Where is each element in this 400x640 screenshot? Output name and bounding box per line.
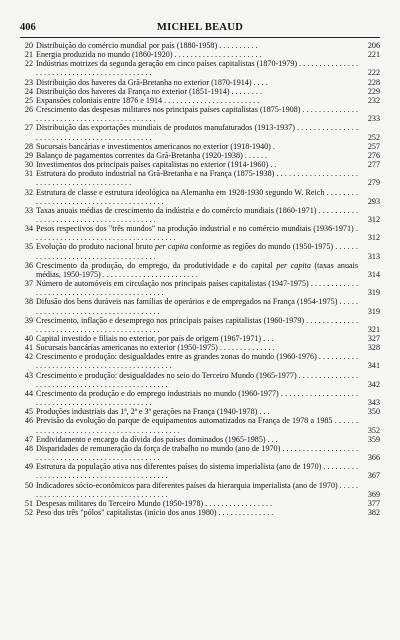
entry-page: 341 xyxy=(367,361,380,371)
entry-number: 22 xyxy=(24,59,33,69)
table-list xyxy=(20,41,380,517)
entry-number: 34 xyxy=(24,224,33,234)
entry-title: Crescimento das despesas militares nos principais países capitalistas (1875-1908) . . . . . . . . . . . . . . . . . . . . . . . . . . . . . . . . . . . . . . . . . . . . xyxy=(36,105,358,124)
page-header xyxy=(20,22,380,36)
entry-page: 319 xyxy=(367,306,380,316)
entry-page: 293 xyxy=(367,196,380,206)
entry-number: 25 xyxy=(24,95,33,105)
entry-number: 52 xyxy=(24,507,33,517)
entry-title: Despesas militares do Terceiro Mundo (1950-1978) . . . . . . . . . . . . . . . . . xyxy=(36,498,272,508)
entry-page: 328 xyxy=(367,343,380,353)
entry-title: Distribuição do comércio mundial por país (1880-1958) . . . . . . . . . . xyxy=(36,41,258,50)
entry-number: 40 xyxy=(24,334,33,343)
entry-title: Disparidades de remuneração da força de trabalho no mundo (ano de 1970) . . . . . . . . . . . . . . . . . . . . . . . . . . . . . . . . . . . . . . . . . . . . . . . . . . xyxy=(36,443,358,463)
entry-title: Pesos respectivos dos "três mundos" na produção industrial e no comércio mundiais (1936-1971) . . . . . . . . . . . . . . . . . . . . . . . . . . . . . . . . . . . . xyxy=(36,224,358,243)
entry-page: 350 xyxy=(367,407,380,417)
list-item xyxy=(20,96,380,105)
list-item xyxy=(20,279,380,297)
entry-number: 20 xyxy=(24,41,33,50)
list-item xyxy=(20,41,380,50)
entry-number: 51 xyxy=(24,498,33,508)
list-item xyxy=(20,169,380,187)
entry-number: 47 xyxy=(24,434,33,444)
entry-page: 367 xyxy=(367,471,380,481)
entry-number: 35 xyxy=(24,242,33,252)
list-item xyxy=(20,444,380,462)
list-item xyxy=(20,261,380,279)
entry-page: 327 xyxy=(367,334,380,343)
entry-page: 343 xyxy=(367,398,380,408)
entry-number: 24 xyxy=(24,86,33,96)
list-item xyxy=(20,188,380,206)
entry-number: 27 xyxy=(24,123,33,133)
entry-page: 382 xyxy=(367,507,380,517)
entry-number: 33 xyxy=(24,205,33,215)
entry-page: 221 xyxy=(367,50,380,60)
entry-number: 29 xyxy=(24,150,33,160)
page-number: 406 xyxy=(20,22,36,33)
list-item xyxy=(20,352,380,370)
list-item xyxy=(20,151,380,160)
entry-number: 50 xyxy=(24,480,33,490)
list-item xyxy=(20,123,380,141)
list-item xyxy=(20,334,380,343)
entry-title: Capital investido e filiais no exterior, por país de origem (1967-1971) . . . xyxy=(36,334,274,343)
list-item xyxy=(20,160,380,169)
entry-title: Investimentos dos principais países capitalistas no exterior (1914-1960) . . xyxy=(36,160,277,170)
entry-page: 233 xyxy=(367,114,380,124)
list-item xyxy=(20,416,380,434)
entry-page: 228 xyxy=(367,77,380,87)
entry-title: Produções industriais das 1ª, 2ª e 3ª gerações na França (1940-1978) . . . xyxy=(36,407,270,417)
entry-number: 26 xyxy=(24,105,33,115)
entry-title: Sucursais bancárias americanas no exterior (1950-1975) . . . . . . . . . . . . . . xyxy=(36,343,275,353)
list-item xyxy=(20,508,380,517)
entry-title: Crescimento da produção, do emprego, da produtividade e do capital per capita (taxas anuais médias, 1950-1975) . . . . . . . . . . . . . . . . . . . . . . . . xyxy=(36,260,359,279)
entry-title: Crescimento da produção e do emprego industriais no mundo (1960-1977) . . . . . . . . . . . . . . . . . . . . . . . . . . . . . . . . . . . . . . . . . . . . . . . . xyxy=(36,388,358,408)
entry-number: 36 xyxy=(24,260,33,270)
entry-title: Indicadores sócio-econômicos para diferentes países da hierarquia imperialista (ano de 1970) . . . . . . . . . . . . . . . . . . . . . . . . . . . . . . . . . . . . . . xyxy=(36,480,358,499)
entry-number: 37 xyxy=(24,279,33,289)
entry-title: Distribuição dos haveres da França no exterior (1851-1914) . . . . . . . . xyxy=(36,86,262,96)
entry-page: 206 xyxy=(367,41,380,50)
list-item xyxy=(20,371,380,389)
entry-title: Crescimento e produção: desigualdades entre as grandes zonas do mundo (1960-1976) . . . . . . . . . . . . . . . . . . . . . . . . . . . . . . . . . . . . . . . . . . . . xyxy=(36,352,358,371)
entry-page: 232 xyxy=(367,95,380,105)
entry-title: Expansões coloniais entre 1876 e 1914 . . . . . . . . . . . . . . . . . . . . . . . . xyxy=(36,95,260,105)
list-item xyxy=(20,481,380,499)
entry-page: 229 xyxy=(367,86,380,96)
entry-page: 313 xyxy=(367,251,380,261)
entry-number: 43 xyxy=(24,370,33,380)
entry-page: 312 xyxy=(367,214,380,224)
entry-number: 48 xyxy=(24,443,33,453)
entry-page: 366 xyxy=(367,453,380,463)
entry-title: Estrutura de classe e estrutura ideológica na Alemanha em 1928-1930 segundo W. Reich . . . . . . . . . . . . . . . . . . . . . . . . . . . . . . . . . . . . . . . . xyxy=(36,187,358,206)
header-rule xyxy=(20,37,380,38)
entry-number: 39 xyxy=(24,315,33,325)
entry-number: 32 xyxy=(24,187,33,197)
list-item xyxy=(20,87,380,96)
entry-number: 30 xyxy=(24,160,33,170)
entry-page: 319 xyxy=(367,288,380,298)
list-item xyxy=(20,462,380,480)
list-item xyxy=(20,78,380,87)
entry-number: 42 xyxy=(24,352,33,362)
entry-page: 352 xyxy=(367,425,380,435)
list-item xyxy=(20,242,380,260)
entry-page: 222 xyxy=(367,68,380,78)
entry-number: 21 xyxy=(24,50,33,60)
entry-number: 45 xyxy=(24,407,33,417)
list-item xyxy=(20,297,380,315)
list-item xyxy=(20,435,380,444)
entry-title: Indústrias motrizes da segunda geração em cinco países capitalistas (1870-1979) . . . . . . . . . . . . . . . . . . . . . . . . . . . . . . . . . . . . . . . . . . . . xyxy=(36,59,358,78)
entry-title: Balanço de pagamentos correntes da Grã-Bretanha (1920-1938) . . . . . . xyxy=(36,150,268,160)
entry-title: Sucursais bancárias e investimentos americanos no exterior (1918-1940) . xyxy=(36,141,275,151)
entry-title: Crescimento e produção: desigualdades no seio do Terceiro Mundo (1965-1977) . . . . . . . . . . . . . . . . . . . . . . . . . . . . . . . . . . . . . . . . . . . . . . . . xyxy=(36,370,358,389)
list-item xyxy=(20,50,380,59)
entry-title: Distribuição das exportações mundiais de produtos manufaturados (1913-1937) . . . . . . . . . . . . . . . . . . . . . . . . . . . . . . . . . . . . . . . . . . . . xyxy=(36,123,358,142)
list-item xyxy=(20,499,380,508)
entry-page: 314 xyxy=(367,269,380,279)
entry-title: Previsão da evolução do parque de equipamentos automatizados na França de 1978 a 1985 . . . . . . . . . . . . . . . . . . . . . . . . . . . . . . . . . . . . . . . . . . xyxy=(36,416,358,435)
entry-page: 279 xyxy=(367,178,380,188)
list-item xyxy=(20,142,380,151)
entry-page: 312 xyxy=(367,233,380,243)
list-item xyxy=(20,105,380,123)
entry-title: Taxas anuais médias de crescimento da indústria e do comércio mundiais (1860-1971) . . . . . . . . . . . . . . . . . . . . . . . . . . . . . . . . . . . . . . . . xyxy=(36,205,358,224)
entry-number: 41 xyxy=(24,343,33,353)
entry-title: Estrutura da população ativa nos diferentes países do sistema imperialista (ano de 1970) . . . . . . . . . . . . . . . . . . . . . . . . . . . . . . . . . . . . . . . . . . xyxy=(36,462,358,481)
entry-title: Endividamento e encargo da dívida dos países dominados (1965-1985) . . . xyxy=(36,434,278,444)
entry-page: 321 xyxy=(367,324,380,334)
entry-number: 49 xyxy=(24,462,33,472)
list-item xyxy=(20,343,380,352)
entry-page: 369 xyxy=(367,489,380,499)
entry-page: 359 xyxy=(367,434,380,444)
entry-page: 277 xyxy=(367,160,380,170)
entry-number: 31 xyxy=(24,169,33,179)
entry-title: Estrutura do produto industrial na Grã-Bretanha e na França (1875-1938) . . . . . . . . . . . . . . . . . . . . . . . . . . . . . . . . . . . . . . . . . . . . xyxy=(36,169,358,188)
entry-page: 276 xyxy=(367,150,380,160)
entry-number: 23 xyxy=(24,77,33,87)
entry-page: 252 xyxy=(367,132,380,142)
entry-page: 257 xyxy=(367,141,380,151)
entry-title: Crescimento, inflação e desemprego nos principais países capitalistas (1960-1979) . . . . . . . . . . . . . . . . . . . . . . . . . . . . . . . . . . . . . . . . . . . . xyxy=(36,315,358,334)
entry-number: 46 xyxy=(24,416,33,426)
entry-title: Número de automóveis em circulação nos principais países capitalistas (1947-1975) . . . . . . . . . . . . . . . . . . . . . . . . . . . . . . . . . . . . . . . . . . . . xyxy=(36,279,358,298)
entry-page: 377 xyxy=(367,498,380,508)
entry-title: Evolução do produto nacional bruto per capita conforme as regiões do mundo (1950-1975) . . . . . . . . . . . . . . . . . . . . . . . . . . . . . . . . . . . . xyxy=(36,242,358,261)
list-item xyxy=(20,224,380,242)
entry-title: Difusão dos bens duráveis nas famílias de operários e de empregados na França (1954-1975) . . . . . . . . . . . . . . . . . . . . . . . . . . . . . . . . . . . . xyxy=(36,297,358,316)
entry-number: 28 xyxy=(24,141,33,151)
entry-title: Distribuição dos haveres da Grã-Bretanha no exterior (1870-1914) . . . . xyxy=(36,77,268,87)
running-title: MICHEL BEAUD xyxy=(156,22,244,33)
list-item xyxy=(20,389,380,407)
list-item xyxy=(20,407,380,416)
entry-title: Peso dos três "pólos" capitalistas (início dos anos 1980) . . . . . . . . . . . . . . xyxy=(36,507,274,517)
entry-number: 38 xyxy=(24,297,33,307)
entry-number: 44 xyxy=(24,388,33,398)
entry-title: Energia produzida no mundo (1860-1920) . . . . . . . . . . . . . . . . . . . . . . xyxy=(36,50,262,60)
list-item xyxy=(20,206,380,224)
list-item xyxy=(20,316,380,334)
entry-page: 342 xyxy=(367,379,380,389)
list-item xyxy=(20,59,380,77)
